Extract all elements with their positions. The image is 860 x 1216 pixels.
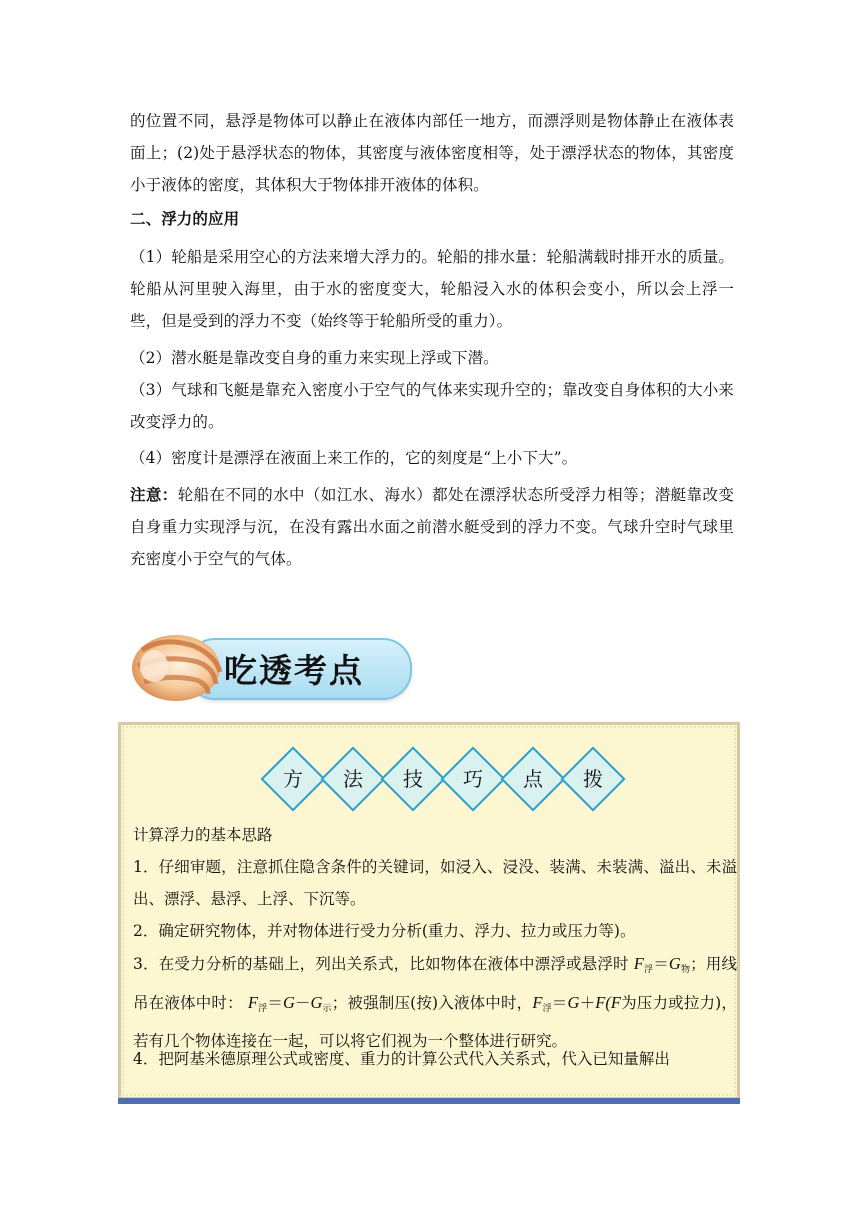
diamond-6: 拨 (558, 744, 628, 814)
diamond-1: 方 (258, 744, 328, 814)
application-item-3: （3）气球和飞艇是靠充入密度小于空气的气体来实现升空的；靠改变自身体积的大小来改变浮力的。 (130, 381, 734, 431)
method-item-3: 3．在受力分析的基础上，列出关系式，比如物体在液体中漂浮或悬浮时 $F_浮=G_物$；用线吊在液体中时： $F_浮=G-G_示$；被强制压(按)入液体中时，$F_浮=G+F(F$为压力或拉力)，若有几个物体连接在一起，可以将它们视为一个整体进行研究。 (133, 954, 737, 1050)
application-item-1: （1）轮船是采用空心的方法来增大浮力的。轮船的排水量：轮船满载时排开水的质量。轮船从河里驶入海里，由于水的密度变大，轮船浸入水的体积会变小，所以会上浮一些，但是受到的浮力不变（始终等于轮船所受的重力）。 (130, 248, 734, 330)
diamond-row (126, 744, 732, 818)
application-item-2: （2）潜水艇是靠改变自身的重力来实现上浮或下潜。 (130, 349, 499, 367)
section-heading: 二、浮力的应用 (130, 209, 240, 228)
note-text: 轮船在不同的水中（如江水、海水）都处在漂浮状态所受浮力相等；潜艇靠改变自身重力实现浮与沉，在没有露出水面之前潜水艇受到的浮力不变。气球升空时气球里充密度小于空气的气体。 (130, 486, 734, 568)
methods-box (118, 722, 740, 1100)
methods-box-inner (126, 730, 737, 1092)
shell-icon (124, 628, 234, 706)
method-item-1: 1．仔细审题，注意抓住隐含条件的关键词，如浸入、浸没、装满、未装满、溢出、未溢出、漂浮、悬浮、上浮、下沉等。 (133, 858, 737, 908)
method-item-2: 2．确定研究物体，并对物体进行受力分析(重力、浮力、拉力或压力等)。 (133, 922, 636, 940)
application-item-4: （4）密度计是漂浮在液面上来工作的，它的刻度是“上小下大”。 (130, 449, 578, 467)
method-item-4: 4．把阿基米德原理公式或密度、重力的计算公式代入关系式，代入已知量解出 (133, 1050, 670, 1068)
intro-paragraph: 的位置不同，悬浮是物体可以静止在液体内部任一地方，而漂浮则是物体静止在液体表面上；(2)处于悬浮状态的物体，其密度与液体密度相等，处于漂浮状态的物体，其密度小于液体的密度，其体积大于物体排开液体的体积。 (130, 112, 734, 194)
diamond-3: 技 (378, 744, 448, 814)
note-label: 注意： (130, 485, 178, 504)
box-bottom-bar (118, 1098, 740, 1104)
diamond-2: 法 (318, 744, 388, 814)
box-title: 计算浮力的基本思路 (133, 826, 273, 844)
note-paragraph (130, 479, 734, 575)
banner-title: 吃透考点 (224, 651, 364, 690)
section-banner (124, 628, 416, 706)
diamond-5: 点 (498, 744, 568, 814)
diamond-4: 巧 (438, 744, 508, 814)
